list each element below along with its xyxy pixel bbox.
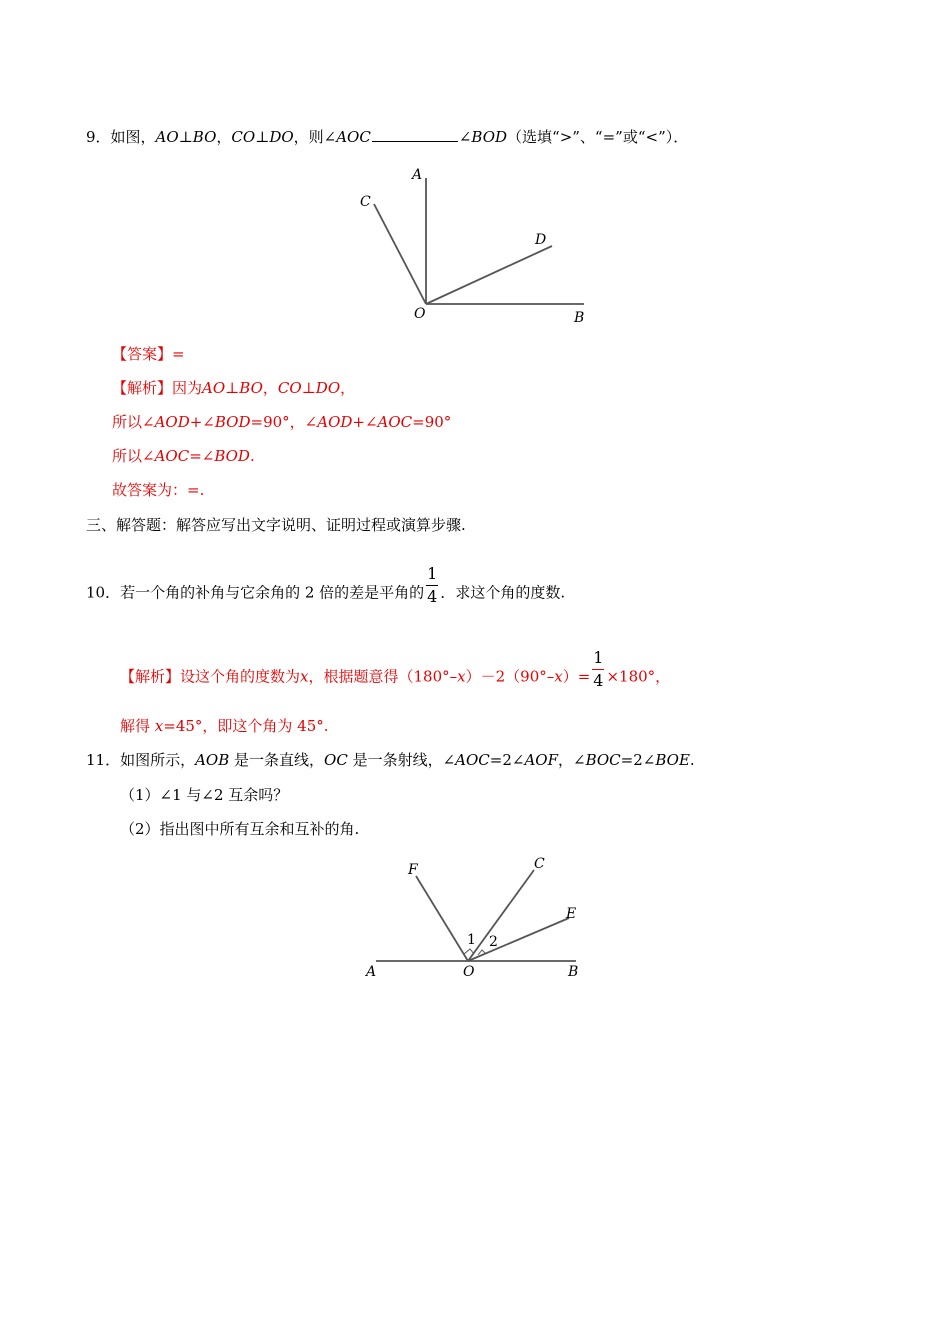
analysis-10-line2: 解得 x=45°，即这个角为 45°. xyxy=(120,717,329,735)
fraction-one-quarter: $\frac{1}{4}$ xyxy=(427,564,438,606)
figure-line-aob-rays xyxy=(360,850,590,990)
label-o: O xyxy=(463,964,475,980)
label-c: C xyxy=(534,856,545,872)
label-b: B xyxy=(574,310,585,326)
analysis-9-line2: 所以∠AOD+∠BOD=90°，∠AOD+∠AOC=90° xyxy=(112,413,452,431)
answer-9: 【答案】= xyxy=(112,345,185,363)
fraction-one-quarter-answer: $\frac{1}{4}$ xyxy=(593,648,604,690)
section-3-heading: 三、解答题：解答应写出文字说明、证明过程或演算步骤. xyxy=(86,516,466,534)
analysis-9-line4: 故答案为：=. xyxy=(112,481,205,499)
analysis-9-line3: 所以∠AOC=∠BOD. xyxy=(112,447,255,465)
figure-angles-aob-cod xyxy=(350,160,600,330)
label-o: O xyxy=(414,306,426,322)
label-d: D xyxy=(535,232,547,248)
label-angle-1: 1 xyxy=(467,932,476,948)
label-b: B xyxy=(568,964,579,980)
question-9: 9．如图，AO⊥BO，CO⊥DO，则∠AOC ∠BOD（选填“>”、“=”或“<”）． xyxy=(86,128,689,146)
analysis-9-line1: 【解析】因为AO⊥BO，CO⊥DO， xyxy=(112,379,356,397)
label-a: A xyxy=(366,964,377,980)
question-11: 11．如图所示，AOB 是一条直线，OC 是一条射线，∠AOC=2∠AOF，∠BOC=2∠BOE. xyxy=(86,751,695,769)
answer-blank xyxy=(372,127,458,142)
label-f: F xyxy=(408,862,418,878)
question-10: 10．若一个角的补角与它余角的 2 倍的差是平角的 $\frac{1}{4}$ ．求这个角的度数. xyxy=(86,564,566,606)
label-e: E xyxy=(566,906,577,922)
label-a: A xyxy=(412,167,423,183)
question-11-part-1: （1）∠1 与∠2 互余吗？ xyxy=(120,786,289,804)
label-angle-2: 2 xyxy=(489,934,498,950)
analysis-10-line1: 【解析】设这个角的度数为x，根据题意得（180°–x）－2（90°–x）= $\frac{1}{4}$ ×180°， xyxy=(120,648,671,690)
label-c: C xyxy=(360,194,371,210)
question-11-part-2: （2）指出图中所有互余和互补的角. xyxy=(120,820,360,838)
